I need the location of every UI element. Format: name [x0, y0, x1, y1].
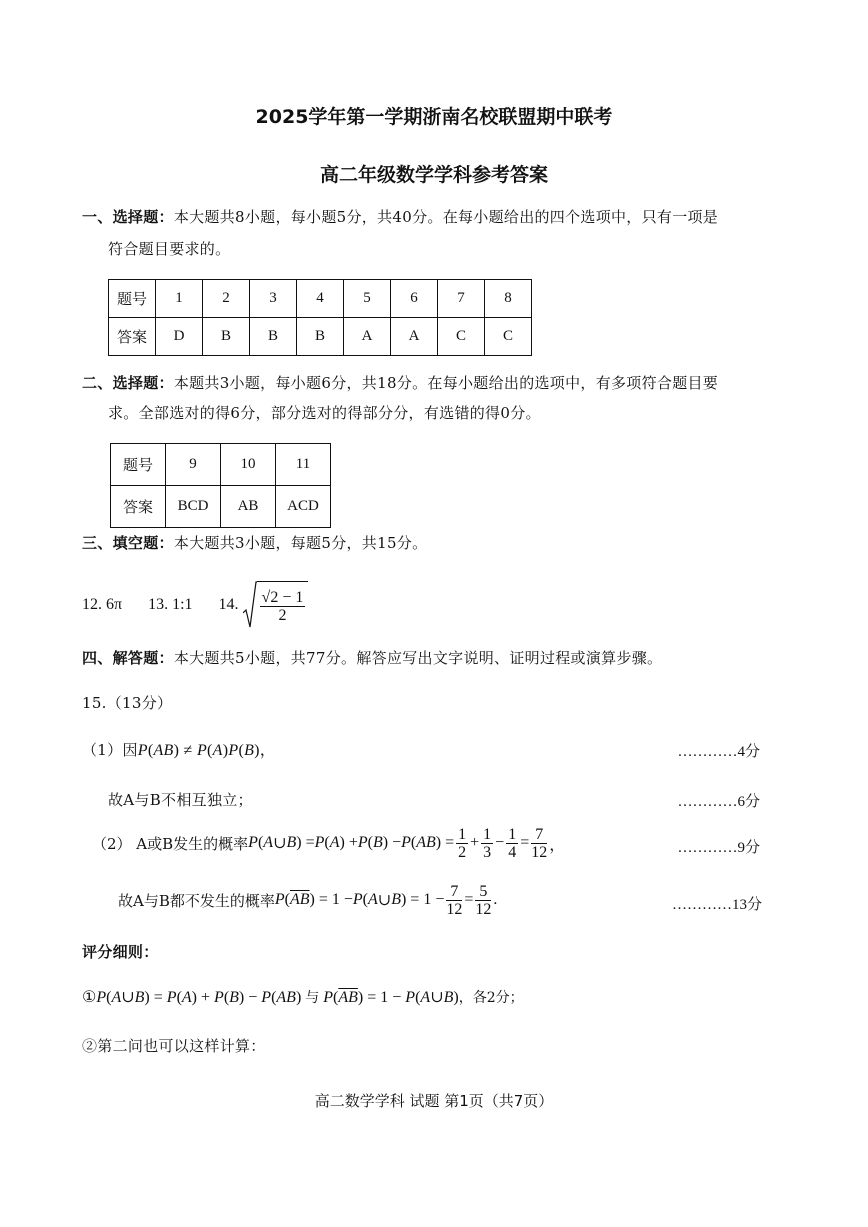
table-cell-question: 2 [203, 280, 250, 318]
table-cell-answer: B [203, 318, 250, 356]
table-cell-answer: B [297, 318, 344, 356]
fill-answers [82, 580, 308, 630]
section1-answer-table [108, 279, 532, 356]
table-cell-answer: C [438, 318, 485, 356]
section1-heading: 一、选择题： [82, 208, 174, 226]
q15-step4-score: …………13分 [671, 897, 762, 913]
q15-step1-formula: P [137, 742, 148, 759]
section4-heading: 四、解答题： [82, 649, 174, 667]
grading-item1-tail: ，各2分； [458, 990, 524, 1006]
q15-step1: （1）因P(AB) ≠ P(A)P(B)， [82, 741, 277, 759]
table-cell-answer: AB [221, 486, 276, 528]
table-row-answers [111, 486, 331, 528]
table-cell-question: 6 [391, 280, 438, 318]
section3-heading: 三、填空题： [82, 534, 174, 552]
table-cell-question: 7 [438, 280, 485, 318]
section1-line1 [82, 206, 718, 227]
answer-14-radical [243, 581, 309, 629]
section2-line1 [82, 372, 718, 393]
page-footer: 高二数学学科 试题 第1页（共7页） [314, 1092, 554, 1110]
page-subtitle: 高二年级数学学科参考答案 [319, 164, 548, 186]
q15-step3: （2） A或B发生的概率 P ( A ∪ B ) = P ( A ) + P ( B ) − P ( AB ) = $\frac{1}{2}$ + $\frac{1}{3}$ − $\frac{1}{4}$ = $\frac{7}{12}$ ， [92, 825, 566, 861]
table-cell-question: 10 [221, 444, 276, 486]
table-cell-answer: A [344, 318, 391, 356]
answer-12-value: 6π [106, 596, 123, 613]
table-cell-question: 4 [297, 280, 344, 318]
section2-text-line1: 本题共3小题，每小题6分，共18分。在每小题给出的选项中，有多项符合题目要 [173, 374, 719, 392]
table-cell-question: 8 [485, 280, 532, 318]
section1-text-line2: 符合题目要求的。 [108, 240, 231, 258]
q15-step1-prefix: （1）因 [82, 741, 138, 759]
table-row-answers [109, 318, 532, 356]
table-row-label: 答案 [111, 486, 166, 528]
section4-text: 本大题共5小题，共77分。解答应写出文字说明、证明过程或演算步骤。 [173, 649, 663, 667]
section4-line [82, 647, 662, 668]
page-title: 2025学年第一学期浙南名校联盟期中联考 [255, 106, 613, 128]
table-cell-answer: A [391, 318, 438, 356]
table-cell-answer: C [485, 318, 532, 356]
table-row-label: 题号 [109, 280, 156, 318]
q15-step3-score: …………9分 [677, 840, 760, 856]
section1-text-line1: 本大题共8小题，每小题5分，共40分。在每小题给出的四个选项中，只有一项是 [173, 208, 719, 226]
q15-step4: 故A与B都不发生的概率 P ( $\overline{AB}$ ) = 1 − P ( A ∪ B ) = 1 − $\frac{7}{12}$ = $\frac{5}{12}$ . [118, 882, 498, 918]
table-cell-answer: B [250, 318, 297, 356]
q15-step2-score: …………6分 [677, 794, 760, 810]
q15-step3-prefix: （2） A或B发生的概率 [92, 834, 249, 853]
answer-14-numerator: √2 − 1 [261, 589, 304, 606]
section3-text: 本大题共3小题，每题5分，共15分。 [173, 534, 428, 552]
q15-step1-score: …………4分 [677, 744, 760, 760]
answer-14-denominator: 2 [278, 607, 287, 624]
section2-answer-table [110, 443, 331, 528]
table-row-questions [109, 280, 532, 318]
q15-step4-prefix: 故A与B都不发生的概率 [118, 891, 275, 910]
radical-sign-icon [243, 581, 257, 629]
table-cell-question: 3 [250, 280, 297, 318]
grading-item1: ①P(A∪B) = P(A) + P(B) − P(AB) 与 $P(\overline{AB}) = 1$ − P(A∪B)，各2分； [82, 989, 524, 1006]
table-cell-question: 5 [344, 280, 391, 318]
grading-item1-mid: 与 [305, 990, 320, 1006]
section3-line [82, 532, 427, 553]
table-cell-question: 1 [156, 280, 203, 318]
table-cell-question: 9 [166, 444, 221, 486]
section2-text-line2: 求。全部选对的得6分，部分选对的得部分分，有选错的得0分。 [108, 404, 541, 422]
table-cell-question: 11 [276, 444, 331, 486]
table-cell-answer: ACD [276, 486, 331, 528]
table-cell-answer: D [156, 318, 203, 356]
grading-heading: 评分细则： [82, 943, 159, 961]
table-row-label: 答案 [109, 318, 156, 356]
section2-heading: 二、选择题： [82, 374, 174, 392]
table-cell-answer: BCD [166, 486, 221, 528]
answer-14-label: 14. [218, 596, 239, 613]
q15-step2-text: 故A与B不相互独立； [108, 791, 253, 809]
answer-13-value: 1:1 [172, 596, 193, 613]
answer-13-label: 13. [148, 596, 169, 613]
q15-label: 15.（13分） [82, 694, 173, 712]
table-row-label: 题号 [111, 444, 166, 486]
answer-12-label: 12. [82, 596, 102, 613]
grading-item2: ②第二问也可以这样计算： [82, 1037, 266, 1055]
table-row-questions [111, 444, 331, 486]
